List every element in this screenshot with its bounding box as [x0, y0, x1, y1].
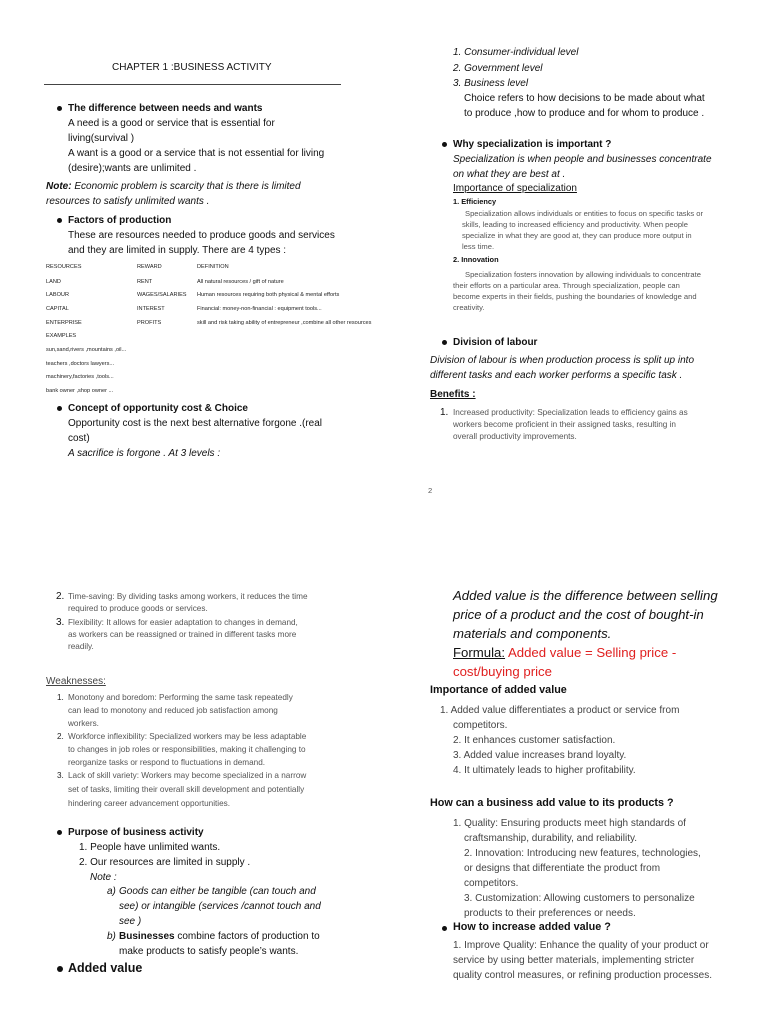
- needs-wants-heading: The difference between needs and wants: [68, 103, 263, 114]
- level-item: 3. Business level: [453, 78, 529, 89]
- efficiency-line: Specialization allows individuals or entities to focus on specific tasks or: [465, 209, 704, 218]
- benefit-line: workers become proficient in their assigned tasks, resulting in: [453, 420, 676, 429]
- purpose-item: 2. Our resources are limited in supply .: [79, 857, 251, 868]
- division-heading: Division of labour: [453, 337, 538, 348]
- importance-item: competitors.: [453, 720, 508, 731]
- need-definition-line: A need is a good or service that is essential for: [68, 118, 275, 129]
- importance-item: 4. It ultimately leads to higher profitability.: [453, 765, 636, 776]
- note-text: Economic problem is scarcity that is there is limited: [71, 181, 301, 192]
- weakness-line: Workforce inflexibility: Specialized workers may be less adaptable: [68, 732, 307, 741]
- table-header-reward: REWARD: [137, 264, 162, 270]
- example-item: sun,sand,rivers ,mountains ,oil...: [46, 347, 127, 353]
- note-label: Note:: [46, 181, 72, 192]
- formula-text-line: cost/buying price: [453, 664, 552, 679]
- factors-description: These are resources needed to produce goods and services: [68, 230, 335, 241]
- how-item: craftsmanship, durability, and reliability.: [464, 833, 638, 844]
- table-cell: CAPITAL: [46, 306, 69, 312]
- innovation-line: become experts in their fields, pushing the boundaries of knowledge and: [453, 292, 697, 301]
- weakness-line: hindering career advancement opportunities.: [68, 799, 231, 808]
- formula-line: [453, 643, 676, 662]
- specialization-importance: Importance of specialization: [453, 183, 577, 194]
- note-a-line: see) or intangible (services /cannot touch and: [119, 901, 321, 912]
- weakness-number: 3.: [57, 771, 64, 780]
- table-cell: All natural resources / gift of nature: [197, 279, 284, 285]
- bullet-icon: [442, 926, 447, 931]
- opportunity-definition: Opportunity cost is the next best alternative forgone .(real: [68, 418, 323, 429]
- weakness-line: Monotony and boredom: Performing the same task repeatedly: [68, 693, 293, 702]
- innovation-line: creativity.: [453, 303, 485, 312]
- weaknesses-label: Weaknesses:: [46, 676, 106, 687]
- innovation-label: 2. Innovation: [453, 255, 499, 264]
- benefit-line: required to produce goods or services.: [68, 604, 208, 613]
- benefit-line: overall productivity improvements.: [453, 432, 577, 441]
- benefits-label: Benefits :: [430, 389, 476, 400]
- benefit-line: Increased productivity: Specialization leads to efficiency gains as: [453, 408, 688, 417]
- weakness-line: can lead to monotony and reduced job satisfaction among: [68, 706, 278, 715]
- table-header-resources: RESOURCES: [46, 264, 82, 270]
- note-b-line: make products to satisfy people’s wants.: [119, 946, 299, 957]
- table-cell: Financial: money-non-financial : equipment tools...: [197, 306, 322, 312]
- increase-heading: How to increase added value ?: [453, 921, 611, 933]
- specialization-definition: on what they are best at .: [453, 169, 566, 180]
- how-item: 1. Quality: Ensuring products meet high standards of: [453, 818, 686, 829]
- added-value-definition: price of a product and the cost of bought-in: [453, 607, 704, 622]
- level-item: 2. Government level: [453, 63, 543, 74]
- note-text-line: resources to satisfy unlimited wants .: [46, 196, 210, 207]
- weakness-line: Lack of skill variety: Workers may become specialized in a narrow: [68, 771, 307, 780]
- choice-definition: to produce ,how to produce and for whom to produce .: [464, 108, 705, 119]
- weakness-line: reorganize tasks or respond to fluctuations in demand.: [68, 758, 266, 767]
- note-a-line: see ): [119, 916, 142, 927]
- weakness-line: set of tasks, limiting their overall skill development and potentially: [68, 785, 305, 794]
- bullet-icon: [57, 966, 63, 972]
- weakness-number: 1.: [57, 693, 64, 702]
- table-cell: PROFITS: [137, 320, 162, 326]
- benefit-line: readily.: [68, 642, 94, 651]
- table-cell: WAGES/SALARIES: [137, 292, 187, 298]
- example-item: bank owner ,shop owner ...: [46, 388, 114, 394]
- division-definition: different tasks and each worker performs a specific task .: [430, 370, 683, 381]
- how-item: 2. Innovation: Introducing new features, technologies,: [464, 848, 701, 859]
- want-definition-line: (desire);wants are unlimited .: [68, 163, 197, 174]
- benefit-line: Flexibility: It allows for easier adaptation to changes in demand,: [68, 618, 298, 627]
- bullet-icon: [442, 340, 447, 345]
- bullet-icon: [57, 218, 62, 223]
- efficiency-label: 1. Efficiency: [453, 197, 497, 206]
- bullet-icon: [57, 406, 62, 411]
- table-cell-text: skill and risk taking ability of entrepreneur ,combine all other resources: [197, 320, 372, 326]
- benefit-line: Time-saving: By dividing tasks among workers, it reduces the time: [68, 592, 308, 601]
- note-b-text: combine factors of production to: [174, 931, 320, 942]
- formula-text: Added value = Selling price -: [505, 645, 677, 660]
- importance-item: 2. It enhances customer satisfaction.: [453, 735, 616, 746]
- increase-item: quality control measures, or refining production processes.: [453, 970, 713, 981]
- level-item: 1. Consumer-individual level: [453, 47, 579, 58]
- benefit-number: 3.: [56, 617, 65, 628]
- efficiency-line: specialize in what they are good at, they can produce more output in: [462, 231, 692, 240]
- innovation-line: their efforts on a particular area. Through specialization, people can: [453, 281, 680, 290]
- formula-label: Formula:: [453, 645, 506, 660]
- example-item: teachers ,doctors lawyers...: [46, 361, 115, 367]
- choice-definition: Choice refers to how decisions to be made about what: [464, 93, 705, 104]
- title-underline: [44, 84, 341, 85]
- specialization-definition: Specialization is when people and businesses concentrate: [453, 154, 712, 165]
- weakness-number: 2.: [57, 732, 64, 741]
- table-cell: ENTERPRISE: [46, 320, 82, 326]
- added-value-definition: materials and components.: [453, 626, 612, 641]
- how-item: 3. Customization: Allowing customers to personalize: [464, 893, 695, 904]
- weakness-line: workers.: [68, 719, 99, 728]
- table-header-definition: DEFINITION: [197, 264, 229, 270]
- importance-item: 3. Added value increases brand loyalty.: [453, 750, 627, 761]
- efficiency-line: less time.: [462, 242, 495, 251]
- bullet-icon: [57, 106, 62, 111]
- table-cell: Human resources requiring both physical & mental efforts: [197, 292, 340, 298]
- bullet-icon: [57, 830, 62, 835]
- factors-description: and they are limited in supply. There are 4 types :: [68, 245, 287, 256]
- how-item: competitors.: [464, 878, 519, 889]
- table-cell: LABOUR: [46, 292, 70, 298]
- note-paragraph: [46, 179, 301, 194]
- opportunity-heading: Concept of opportunity cost & Choice: [68, 403, 248, 414]
- table-cell: [197, 319, 385, 327]
- want-definition-line: A want is a good or a service that is not essential for living: [68, 148, 325, 159]
- how-heading: How can a business add value to its products ?: [430, 797, 674, 809]
- added-value-heading: Added value: [68, 961, 143, 975]
- note-label: Note :: [90, 872, 117, 883]
- note-b-bold: Businesses: [119, 931, 175, 942]
- how-item: or designs that differentiate the product from: [464, 863, 661, 874]
- need-definition-line: living(survival ): [68, 133, 135, 144]
- opportunity-sacrifice: A sacrifice is forgone . At 3 levels :: [68, 448, 221, 459]
- factors-heading: Factors of production: [68, 215, 172, 226]
- chapter-title: CHAPTER 1 :BUSINESS ACTIVITY: [112, 62, 272, 73]
- increase-item: service by using better materials, implementing stricter: [453, 955, 695, 966]
- importance-heading: Importance of added value: [430, 684, 567, 696]
- added-value-definition: Added value is the difference between selling: [453, 588, 718, 603]
- note-b-label: b): [107, 931, 116, 942]
- weakness-line: to changes in job roles or responsibilities, making it challenging to: [68, 745, 306, 754]
- bullet-icon: [442, 142, 447, 147]
- page-number: 2: [428, 486, 433, 495]
- benefit-number: 2.: [56, 591, 65, 602]
- examples-label: EXAMPLES: [46, 333, 77, 339]
- how-item: products to their preferences or needs.: [464, 908, 636, 919]
- table-cell: LAND: [46, 279, 61, 285]
- importance-item: 1. Added value differentiates a product or service from: [440, 705, 680, 716]
- increase-item: 1. Improve Quality: Enhance the quality of your product or: [453, 940, 709, 951]
- benefit-line: as workers can be reassigned or trained in different tasks more: [68, 630, 297, 639]
- table-cell: INTEREST: [137, 306, 165, 312]
- note-b-line: [119, 929, 320, 944]
- purpose-heading: Purpose of business activity: [68, 827, 204, 838]
- note-a-label: a): [107, 886, 116, 897]
- purpose-item: 1. People have unlimited wants.: [79, 842, 221, 853]
- opportunity-definition: cost): [68, 433, 90, 444]
- table-cell: RENT: [137, 279, 153, 285]
- efficiency-line: skills, leading to increased efficiency and productivity. When people: [462, 220, 688, 229]
- note-a-line: Goods can either be tangible (can touch and: [119, 886, 316, 897]
- specialization-heading: Why specialization is important ?: [453, 139, 612, 150]
- benefit-number: 1.: [440, 407, 449, 418]
- example-item: machinery,factories ,tools...: [46, 374, 114, 380]
- innovation-line: Specialization fosters innovation by allowing individuals to concentrate: [465, 270, 701, 279]
- division-definition: Division of labour is when production process is split up into: [430, 355, 695, 366]
